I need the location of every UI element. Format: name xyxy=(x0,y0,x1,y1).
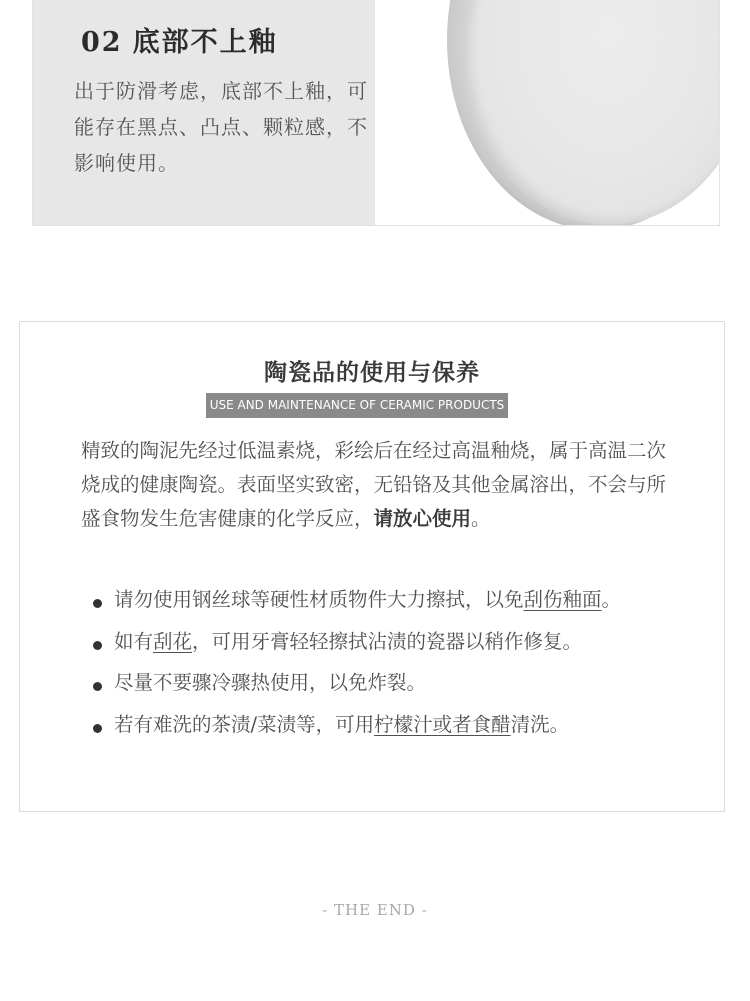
bullet-dot-icon xyxy=(93,641,102,650)
care-intro-paragraph xyxy=(81,434,671,536)
bullet-dot-icon xyxy=(93,682,102,691)
care-tip-tail: 。 xyxy=(601,588,622,611)
care-tip-underlined: 刮伤釉面 xyxy=(523,588,602,611)
cup-bottom-image xyxy=(375,0,719,225)
care-tip-text: 请勿使用钢丝球等硬性材质物件大力擦拭，以免 xyxy=(114,588,524,611)
care-tip-item xyxy=(91,579,711,621)
care-tip-text: 如有 xyxy=(114,629,154,653)
care-tip-item xyxy=(91,662,711,704)
feature-number: 02 xyxy=(81,27,123,58)
care-title: 陶瓷品的使用与保养 xyxy=(264,360,480,386)
care-intro-emphasis: 请放心使用 xyxy=(373,507,472,530)
care-intro-end: 。 xyxy=(471,507,491,530)
care-tips-list xyxy=(91,579,711,745)
care-subtitle-badge: USE AND MAINTENANCE OF CERAMIC PRODUCTS xyxy=(206,393,508,418)
feature-description: 出于防滑考虑，底部不上釉，可能存在黑点、凸点、颗粒感，不影响使用。 xyxy=(74,79,368,175)
care-tip-underlined: 刮花 xyxy=(153,629,193,653)
feature-text-panel xyxy=(33,0,375,225)
feature-section xyxy=(32,0,720,226)
bullet-dot-icon xyxy=(93,724,102,733)
care-tip-item xyxy=(91,704,711,746)
feature-heading-text: 底部不上釉 xyxy=(132,27,278,58)
care-intro-text: 精致的陶泥先经过低温素烧，彩绘后在经过高温釉烧，属于高温二次烧成的健康陶瓷。表面坚实致密，无铅铬及其他金属溶出，不会与所盛食物发生危害健康的化学反应， xyxy=(81,439,667,530)
care-tip-tail: ，可用牙膏轻轻擦拭沾渍的瓷器以稍作修复。 xyxy=(192,629,583,653)
bullet-dot-icon xyxy=(93,599,102,608)
care-tip-tail: 清洗。 xyxy=(510,712,570,736)
care-tip-item xyxy=(91,621,711,663)
care-tip-text: 尽量不要骤冷骤热使用，以免炸裂。 xyxy=(114,671,427,694)
the-end-label: - THE END - xyxy=(322,901,428,919)
cup-base xyxy=(463,0,719,225)
care-section xyxy=(19,321,725,812)
feature-heading xyxy=(81,20,278,59)
care-tip-underlined: 柠檬汁或者食醋 xyxy=(374,712,511,736)
care-tip-text: 若有难洗的茶渍/菜渍等，可用 xyxy=(114,712,375,736)
